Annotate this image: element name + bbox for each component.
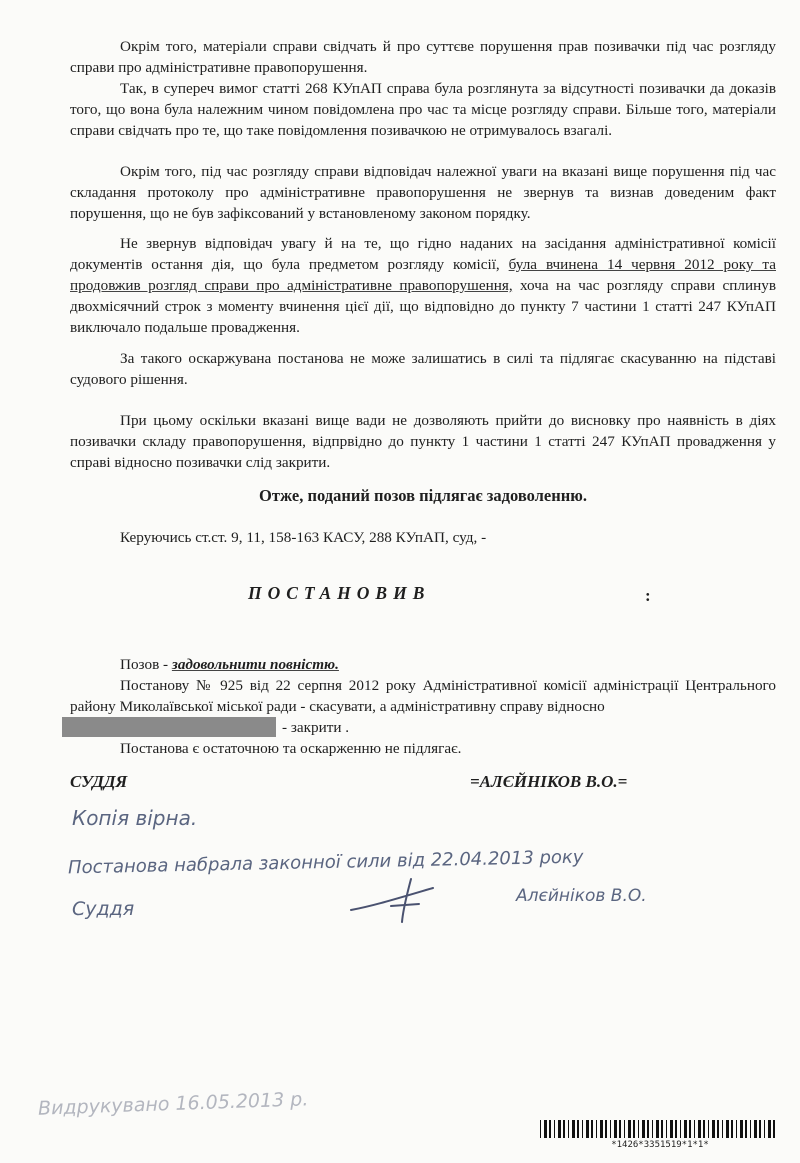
underlined-text: була вчинена 14 червня 2012 року та продовжив розгляд справи про адміністративне правопорушення, bbox=[70, 256, 776, 294]
handwritten-judge-name: Алєйніков В.О. bbox=[516, 886, 647, 906]
paragraph-cancellation: За такого оскаржувана постанова не може залишатись в силі та підлягає скасуванню на підставі судового рішення. bbox=[70, 350, 776, 388]
handwritten-in-force: Постанова набрала законної сили від 22.04.2013 року bbox=[67, 846, 584, 879]
redacted-name-block bbox=[62, 717, 276, 737]
barcode-bars bbox=[538, 1120, 782, 1140]
barcode-number: *1426*3351519*1*1* bbox=[611, 1140, 709, 1150]
paragraph-closing-case: При цьому оскільки вказані вище вади не дозволяють прийти до висновку про наявність в діях позивачки складу правопорушення, відпрвідно до пункту 1 частини 1 статті 247 КУпАП провадження у справі відносно позивачки слід закрити. bbox=[70, 412, 776, 471]
paragraph-two-month-term bbox=[70, 233, 776, 338]
handwritten-judge-label: Суддя bbox=[72, 898, 135, 920]
handwritten-copy-verified: Копія вірна. bbox=[72, 806, 198, 830]
judge-role: СУДДЯ bbox=[70, 772, 128, 791]
conclusion-heading: Отже, поданий позов підлягає задоволенню. bbox=[259, 486, 587, 505]
judge-signature-scribble bbox=[345, 876, 445, 926]
ruling-close bbox=[62, 717, 768, 738]
ruling-claim bbox=[70, 654, 776, 675]
judge-name: =АЛЄЙНІКОВ В.О.= bbox=[470, 772, 628, 791]
close-text: - закрити . bbox=[282, 719, 350, 736]
decision-heading: ПОСТАНОВИВ bbox=[248, 583, 431, 603]
paragraph-protocol: Окрім того, під час розгляду справи відповідач належної уваги на вказані вище порушення під час складання протоколу про адміністративне правопорушення не звернув та визнав доведеним факт порушення, що не був зафіксований у встановленому законом порядку. bbox=[70, 163, 776, 222]
ruling-resolution: Постанову № 925 від 22 серпня 2012 року Адміністративної комісії адміністрації Центрального району Миколаївської міської ради - скасувати, а адміністративну справу відносно bbox=[70, 677, 776, 715]
paragraph-article-268: Так, в супереч вимог статті 268 КУпАП справа була розглянута за відсутності позивачки да доказів того, що вона була належним чином повідомлена про час та місце розгляду справи. Більше того, матеріали справи свідчать про те, що таке повідомлення позивачкою не отримувалось взагалі. bbox=[70, 80, 776, 139]
claim-prefix: Позов - bbox=[120, 656, 172, 673]
claim-value: задовольнити повністю. bbox=[171, 656, 339, 673]
handwritten-print-date: Видрукувано 16.05.2013 р. bbox=[37, 1088, 309, 1120]
decision-colon: : bbox=[645, 586, 651, 605]
guided-by-line: Керуючись ст.ст. 9, 11, 158-163 КАСУ, 288 КУпАП, суд, - bbox=[120, 529, 487, 546]
paragraph-text: Не звернув відповідач увагу й на те, що гідно наданих на засідання адміністративної комісії документів остання дія, що була предметом розгляду комісії, bbox=[70, 235, 776, 273]
paragraph-rights-violation: Окрім того, матеріали справи свідчать й про суттєве порушення прав позивачки під час розгляду справи про адміністративне правопорушення. bbox=[70, 38, 776, 76]
paragraph-text: хоча на час розгляду справи сплинув двохмісячний строк з моменту вчинення цієї дії, що відповідно до пункту 7 частини 1 статті 247 КУпАП виключало подальше провадження. bbox=[70, 277, 776, 336]
barcode bbox=[538, 1120, 782, 1150]
ruling-final: Постанова є остаточною та оскарженню не підлягає. bbox=[120, 740, 462, 757]
